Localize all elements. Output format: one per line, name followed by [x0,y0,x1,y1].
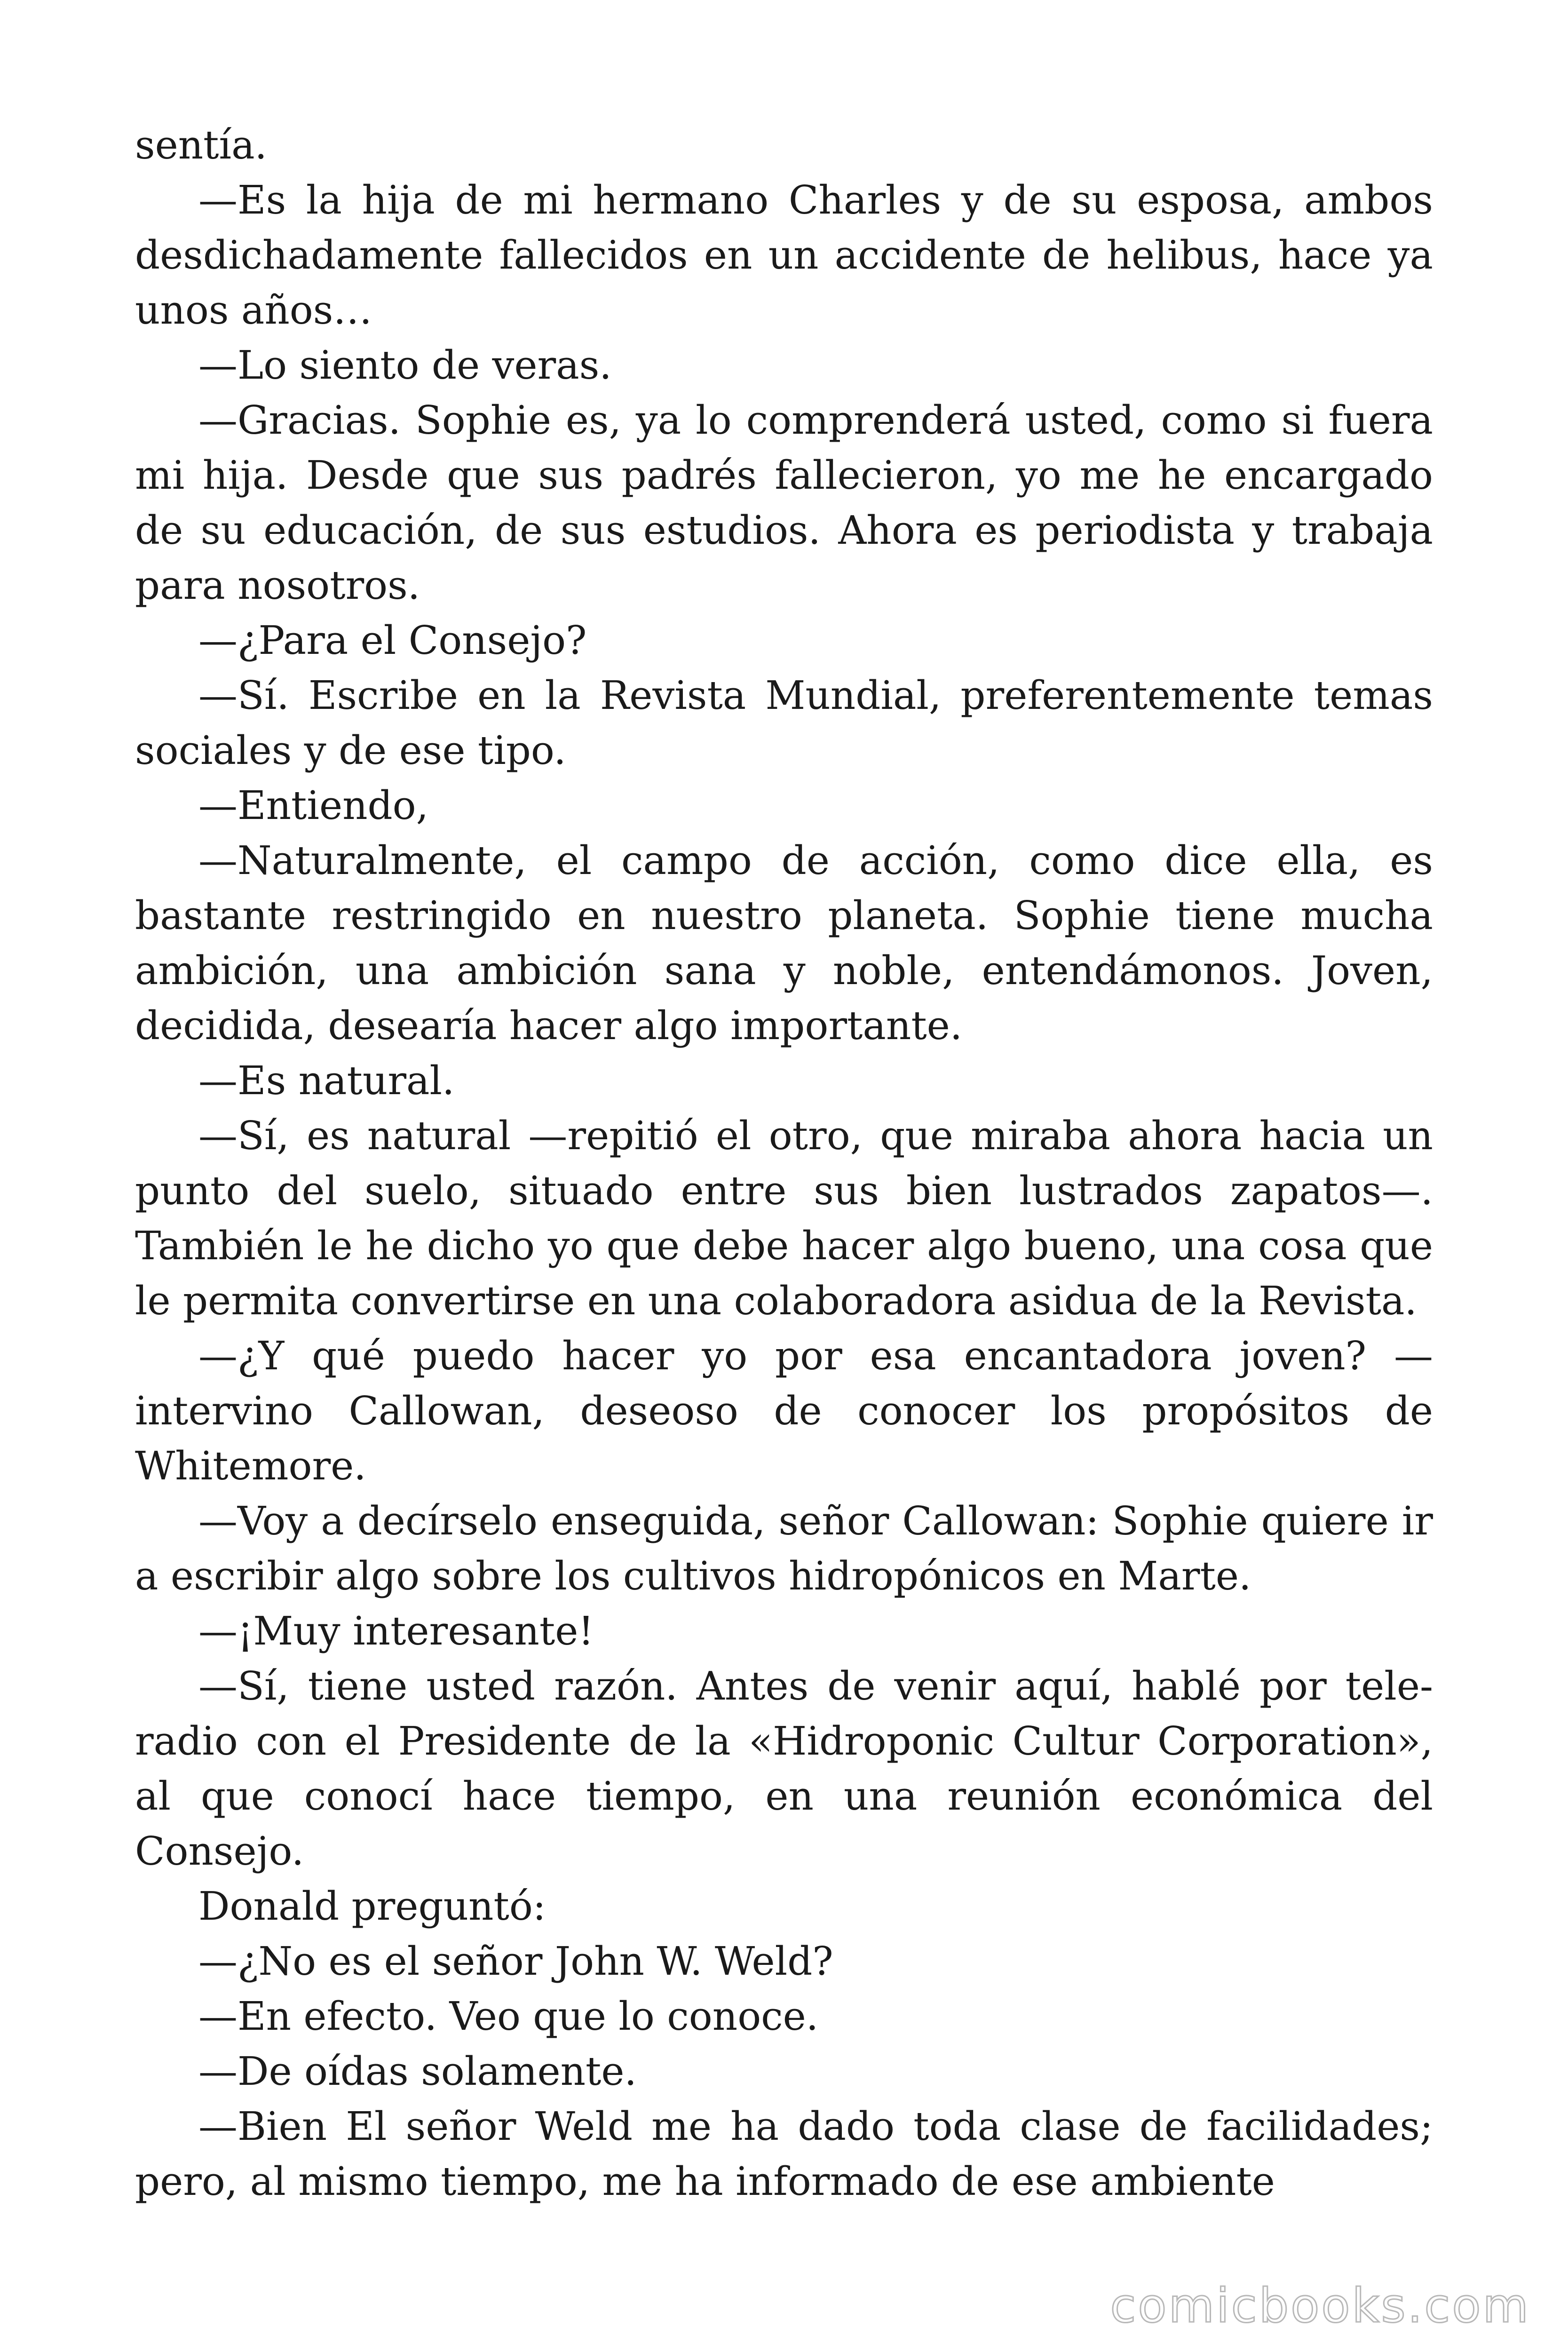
paragraph: —¿Y qué puedo hacer yo por esa encantadora joven? —intervino Callowan, deseoso de conocer los propósitos de Whitemore. [135,1333,1433,1489]
paragraph: —Sí. Escribe en la Revista Mundial, preferentemente temas sociales y de ese tipo. [135,673,1433,773]
paragraph: Donald preguntó: [198,1883,546,1929]
paragraph: —En efecto. Veo que lo conoce. [198,1994,819,2039]
watermark-logo: comicbooks.com [1110,2278,1530,2333]
paragraph: —¿Para el Consejo? [198,618,587,663]
paragraph: —Sí, tiene usted razón. Antes de venir aquí, hablé por tele-radio con el Presidente de la «Hidroponic Cultur Corporation», al que conocí hace tiempo, en una reunión económica del Consejo. [135,1663,1433,1874]
paragraph: —De oídas solamente. [198,2049,637,2094]
paragraph: —Lo siento de veras. [198,342,612,388]
paragraph: —¡Muy interesante! [198,1608,594,1654]
paragraph: —Es la hija de mi hermano Charles y de su esposa, ambos desdichadamente fallecidos en un accidente de helibus, hace ya unos años… [135,177,1433,333]
paragraph: —Bien El señor Weld me ha dado toda clase de facilidades; pero, al mismo tiempo, me ha informado de ese ambiente [135,2104,1433,2204]
paragraph: —Voy a decírselo enseguida, señor Callowan: Sophie quiere ir a escribir algo sobre los cultivos hidropónicos en Marte. [135,1498,1433,1599]
paragraph: —Es natural. [198,1058,455,1104]
paragraph: —Sí, es natural —repitió el otro, que miraba ahora hacia un punto del suelo, situado entre sus bien lustrados zapatos—. También le he dicho yo que debe hacer algo bueno, una cosa que le permita convertirse en una colaboradora asidua de la Revista. [135,1113,1433,1324]
paragraph: —Gracias. Sophie es, ya lo comprenderá usted, como si fuera mi hija. Desde que sus padrés fallecieron, yo me he encargado de su educación, de sus estudios. Ahora es periodista y trabaja para nosotros. [135,397,1433,608]
paragraph: —¿No es el señor John W. Weld? [198,1939,833,1984]
paragraph: —Naturalmente, el campo de acción, como dice ella, es bastante restringido en nuestro planeta. Sophie tiene mucha ambición, una ambición sana y noble, entendámonos. Joven, decidida, desearía hacer algo importante. [135,838,1433,1049]
paragraph: —Entiendo, [198,783,429,828]
paragraph: sentía. [135,122,267,168]
page-text [135,118,1433,2209]
